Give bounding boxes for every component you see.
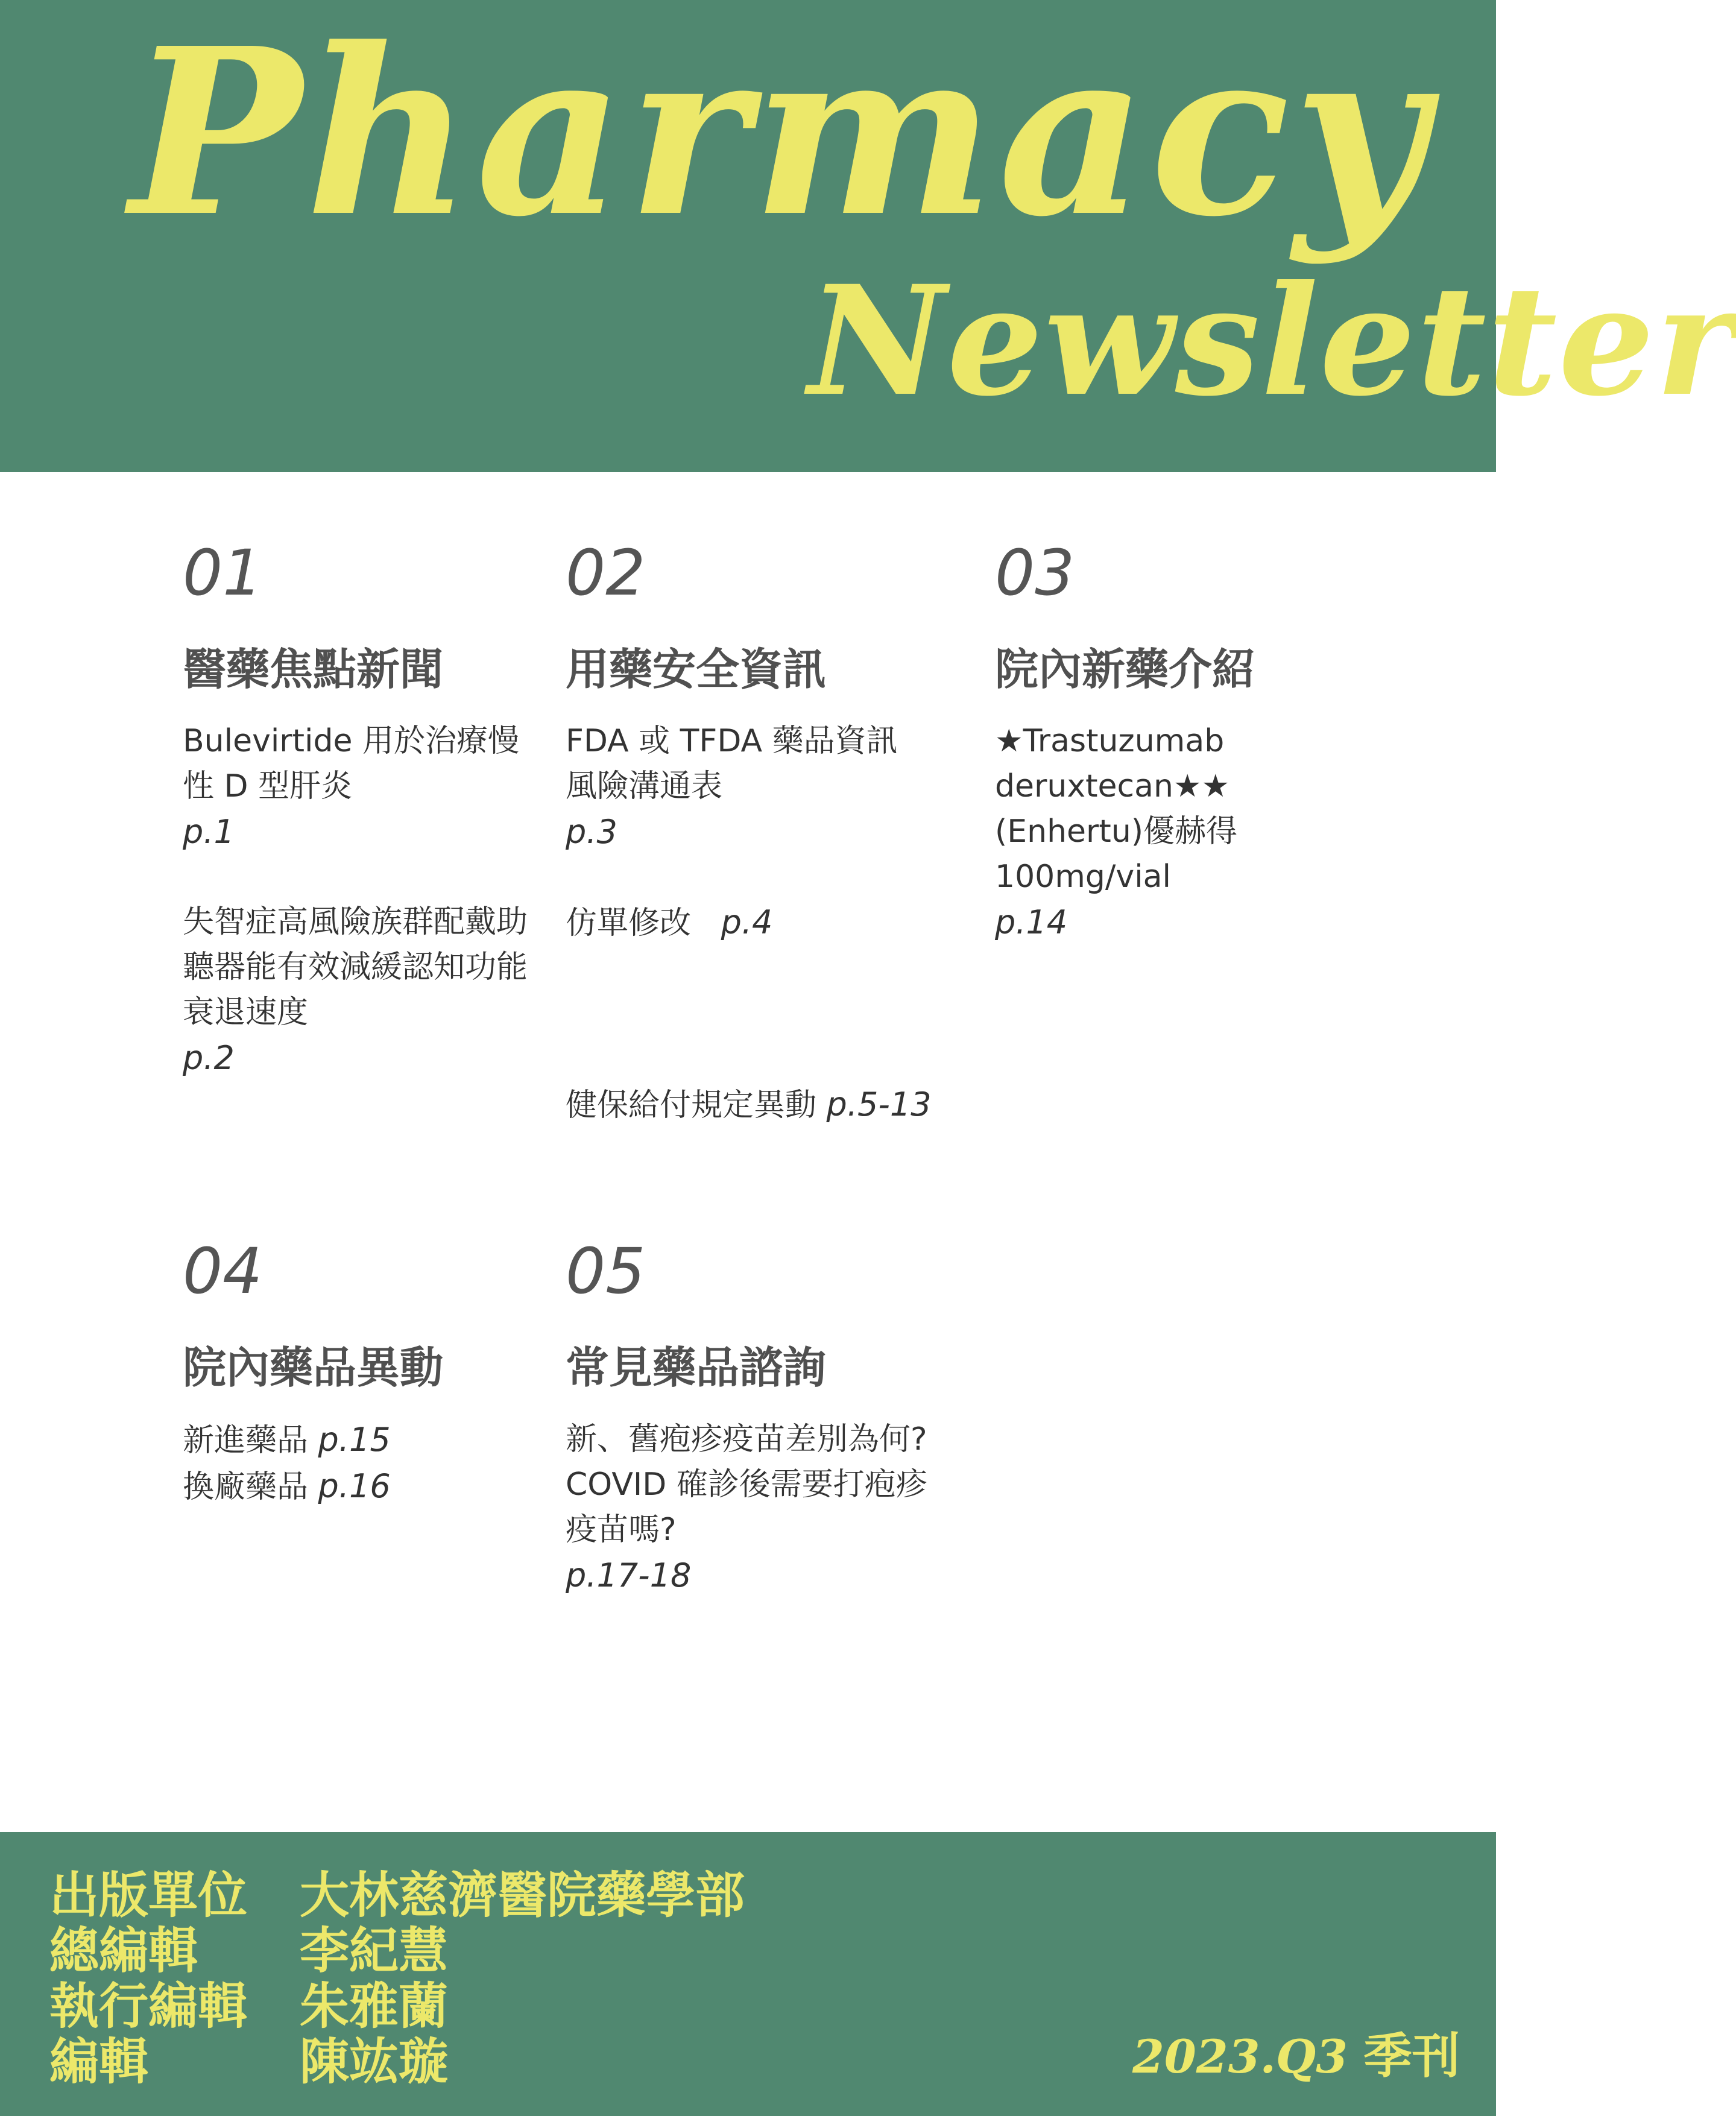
- credit-label-publisher: 出版單位: [49, 1867, 248, 1924]
- toc-item-page: p.17-18: [566, 1556, 692, 1594]
- credit-value-publisher: 大林慈濟醫院藥學部: [300, 1867, 745, 1924]
- section-heading: 院內藥品異動: [183, 1342, 444, 1393]
- toc-section-01: [183, 536, 529, 1081]
- section-number: 02: [566, 536, 646, 610]
- toc-item-page: p.3: [566, 813, 617, 851]
- toc-section-04: [183, 1234, 529, 1510]
- section-number: 03: [995, 536, 1075, 610]
- toc-item-text: FDA 或 TFDA 藥品資訊風險溝通表: [566, 723, 898, 804]
- toc-item-text: 換廠藥品: [183, 1469, 309, 1505]
- toc-item-text: 失智症高風險族群配戴助聽器能有效減緩認知功能衰退速度: [183, 904, 528, 1031]
- toc-item[interactable]: [566, 1082, 945, 1128]
- credit-value-chief-editor: 李紀慧: [300, 1922, 449, 1980]
- toc-item-page: p.4: [721, 903, 773, 941]
- toc-item[interactable]: [183, 1464, 529, 1510]
- toc-item[interactable]: [566, 900, 945, 946]
- section-heading: 用藥安全資訊: [566, 644, 827, 695]
- toc-item[interactable]: [566, 1417, 952, 1598]
- section-number: 04: [183, 1234, 263, 1308]
- toc-item-text: 健保給付規定異動: [566, 1087, 817, 1123]
- toc-item-text: ★Trastuzumab deruxtecan★★ (Enhertu)優赫得 100mg/vial: [995, 723, 1238, 895]
- toc-item-text: 新、舊疱疹疫苗差別為何? COVID 確診後需要打疱疹疫苗嗎?: [566, 1421, 927, 1548]
- toc-section-03: [995, 536, 1308, 945]
- toc-item-text: 新進藥品: [183, 1423, 309, 1459]
- toc-item[interactable]: [995, 719, 1254, 945]
- section-heading: 院內新藥介紹: [995, 644, 1256, 695]
- toc-item-page: p.15: [318, 1421, 391, 1459]
- issue-type: 季刊: [1363, 2028, 1460, 2084]
- credit-label-editor: 編輯: [49, 2033, 149, 2091]
- section-number: 01: [183, 536, 263, 610]
- toc-item-text: Bulevirtide 用於治療慢性 D 型肝炎: [183, 723, 520, 804]
- toc-item[interactable]: [183, 900, 529, 1081]
- toc-item[interactable]: [566, 719, 921, 854]
- issue-label: [1132, 2028, 1460, 2084]
- section-heading: 常見藥品諮詢: [566, 1342, 827, 1393]
- toc-item-page: p.1: [183, 813, 235, 851]
- toc-section-02: [566, 536, 945, 1128]
- toc-item[interactable]: [183, 1417, 529, 1464]
- credit-value-editor: 陳竑璇: [300, 2033, 449, 2091]
- credit-value-executive-editor: 朱雅蘭: [300, 1978, 449, 2035]
- newsletter-title: Pharmacy: [130, 0, 1430, 267]
- toc-section-05: [566, 1234, 958, 1598]
- credit-label-executive-editor: 執行編輯: [49, 1978, 248, 2035]
- section-heading: 醫藥焦點新聞: [183, 644, 444, 695]
- masthead: [0, 0, 1736, 472]
- toc-item-page: p.5-13: [826, 1085, 932, 1123]
- toc-item-page: p.14: [995, 903, 1068, 941]
- newsletter-subtitle: Newsletter: [808, 252, 1736, 429]
- section-number: 05: [566, 1234, 646, 1308]
- toc-item[interactable]: [183, 719, 529, 854]
- toc-item-page: p.16: [318, 1467, 391, 1505]
- credit-label-chief-editor: 總編輯: [49, 1922, 198, 1980]
- toc-item-page: p.2: [183, 1039, 235, 1077]
- toc-item-text: 仿單修改: [566, 905, 692, 941]
- issue-number: 2023.Q3: [1132, 2030, 1348, 2083]
